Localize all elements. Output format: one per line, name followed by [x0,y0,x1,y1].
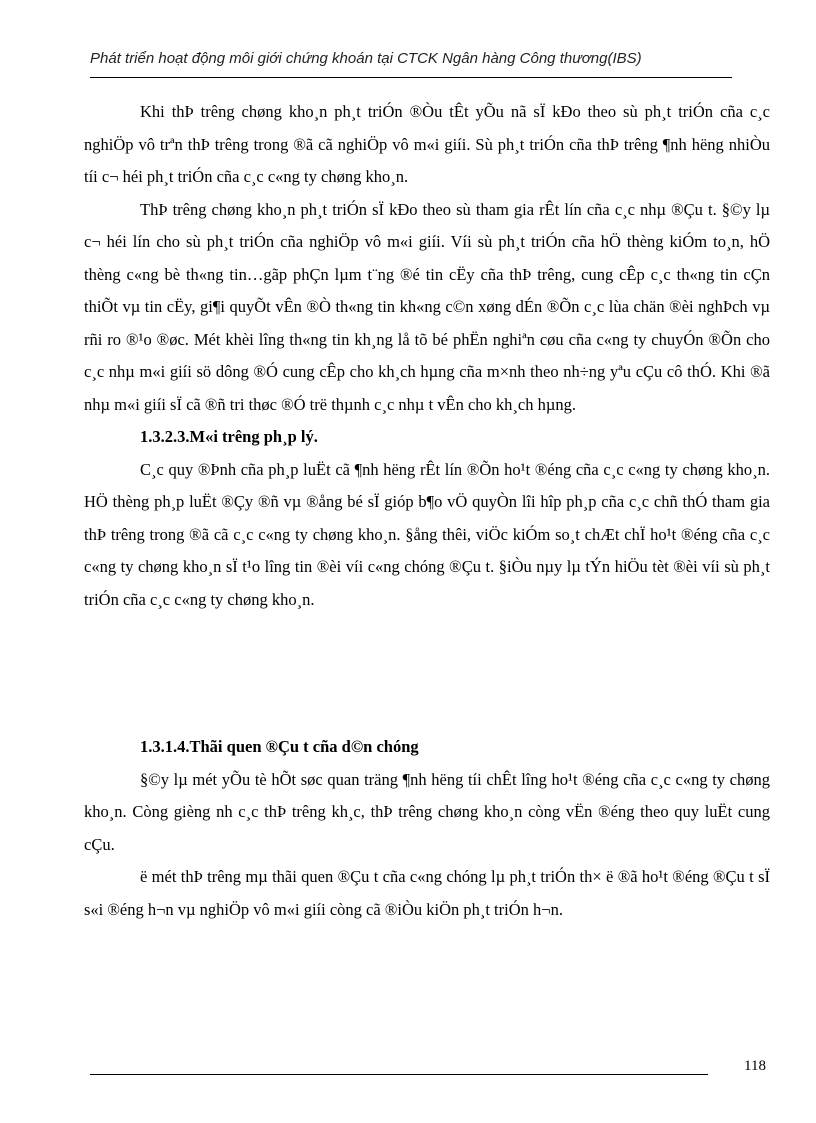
page-number: 118 [744,1058,766,1074]
paragraph-legal-regulations: C¸c quy ®Þnh cña ph¸p luËt cã ¶nh hëng rÊt lín ®Õn ho¹t ®éng cña c¸c c«ng ty chøng kho¸n. HÖ thèng ph¸p luËt ®Çy ®ñ vµ ®ång bé sÏ gióp b¶o vÖ quyÒn lîi hîp ph¸p cña c¸c chñ thÓ tham gia thÞ trêng trong ®ã cã c¸c c«ng ty chøng kho¸n. §ång thêi, viÖc kiÓm so¸t chÆt chÏ ho¹t ®éng cña c¸c c«ng ty chøng kho¸n sÏ t¹o lîng tin ®èi víi c«ng chóng ®Çu t. §iÒu nµy lµ tÝn hiÖu tèt ®èi víi sù ph¸t triÓn cña c¸c c«ng ty chøng kho¸n. [84,459,770,609]
paragraph-investment-habit-effect: ë mét thÞ trêng mµ thãi quen ®Çu t cña c«ng chóng lµ ph¸t triÓn th× ë ®ã ho¹t ®éng ®Çu t sÏ s«i ®éng h¬n vµ nghiÖp vô m«i giíi còng cã ®iÒu kiÖn ph¸t triÓn h¬n. [84,867,770,919]
paragraph-investor-participation: ThÞ trêng chøng kho¸n ph¸t triÓn sÏ kÐo theo sù tham gia rÊt lín cña c¸c nhµ ®Çu t. §©y lµ c¬ héi lín cho sù ph¸t triÓn cña nghiÖp vô m«i giíi. Víi sù ph¸t triÓn cña hÖ thèng kiÓm to¸n, hÖ thèng c«ng bè th«ng tin…gãp phÇn lµm t¨ng ®é tin cËy cña thÞ trêng, cung cÊp c¸c th«ng tin cÇn thiÕt vµ tin cËy, gi¶i quyÕt vÊn ®Ò th«ng tin kh«ng c©n xøng dÉn ®Õn c¸c lùa chän ®èi nghÞch vµ rñi ro ®¹o ®øc. Mét khèi lîng th«ng tin kh¸ng lå tõ bé phËn nghiªn cøu cña c«ng ty chuyÓn ®Õn cho c¸c nhµ m«i giíi sö dông ®Ó cung cÊp cho kh¸ch hµng cña m×nh theo nh÷ng yªu cÇu cô thÓ. Khi ®ã nhµ m«i giíi sÏ cã ®ñ tri thøc ®Ó trë thµnh c¸c nhµ t vÊn cho kh¸ch hµng. [84,199,770,414]
footer-divider [90,1074,708,1075]
paragraph-market-development: Khi thÞ trêng chøng kho¸n ph¸t triÓn ®Òu tÊt yÕu nã sÏ kÐo theo sù ph¸t triÓn cña c¸c nghiÖp vô trªn thÞ trêng trong ®ã cã nghiÖp vô m«i giíi. Sù ph¸t triÓn cña thÞ trêng ¶nh hëng nhiÒu tíi c¬ héi ph¸t triÓn cña c¸c c«ng ty chøng kho¸n. [84,102,770,186]
document-body [84,96,770,926]
section-heading-legal-environment: 1.3.2.3.M«i trêng ph¸p lý. [140,427,318,446]
section-heading-investment-habits: 1.3.1.4.Thãi quen ®Çu t cña d©n chóng [140,737,419,756]
paragraph-supply-demand: §©y lµ mét yÕu tè hÕt søc quan träng ¶nh hëng tíi chÊt lîng ho¹t ®éng cña c¸c c«ng ty chøng kho¸n. Còng gièng nh c¸c thÞ trêng kh¸c, thÞ trêng chøng kho¸n còng vËn ®éng theo quy luËt cung cÇu. [84,769,770,854]
header-divider [90,77,732,78]
blank-space [84,616,770,731]
running-header: Phát triển hoạt động môi giới chứng khoán tại CTCK Ngân hàng Công thương(IBS) [90,50,642,67]
